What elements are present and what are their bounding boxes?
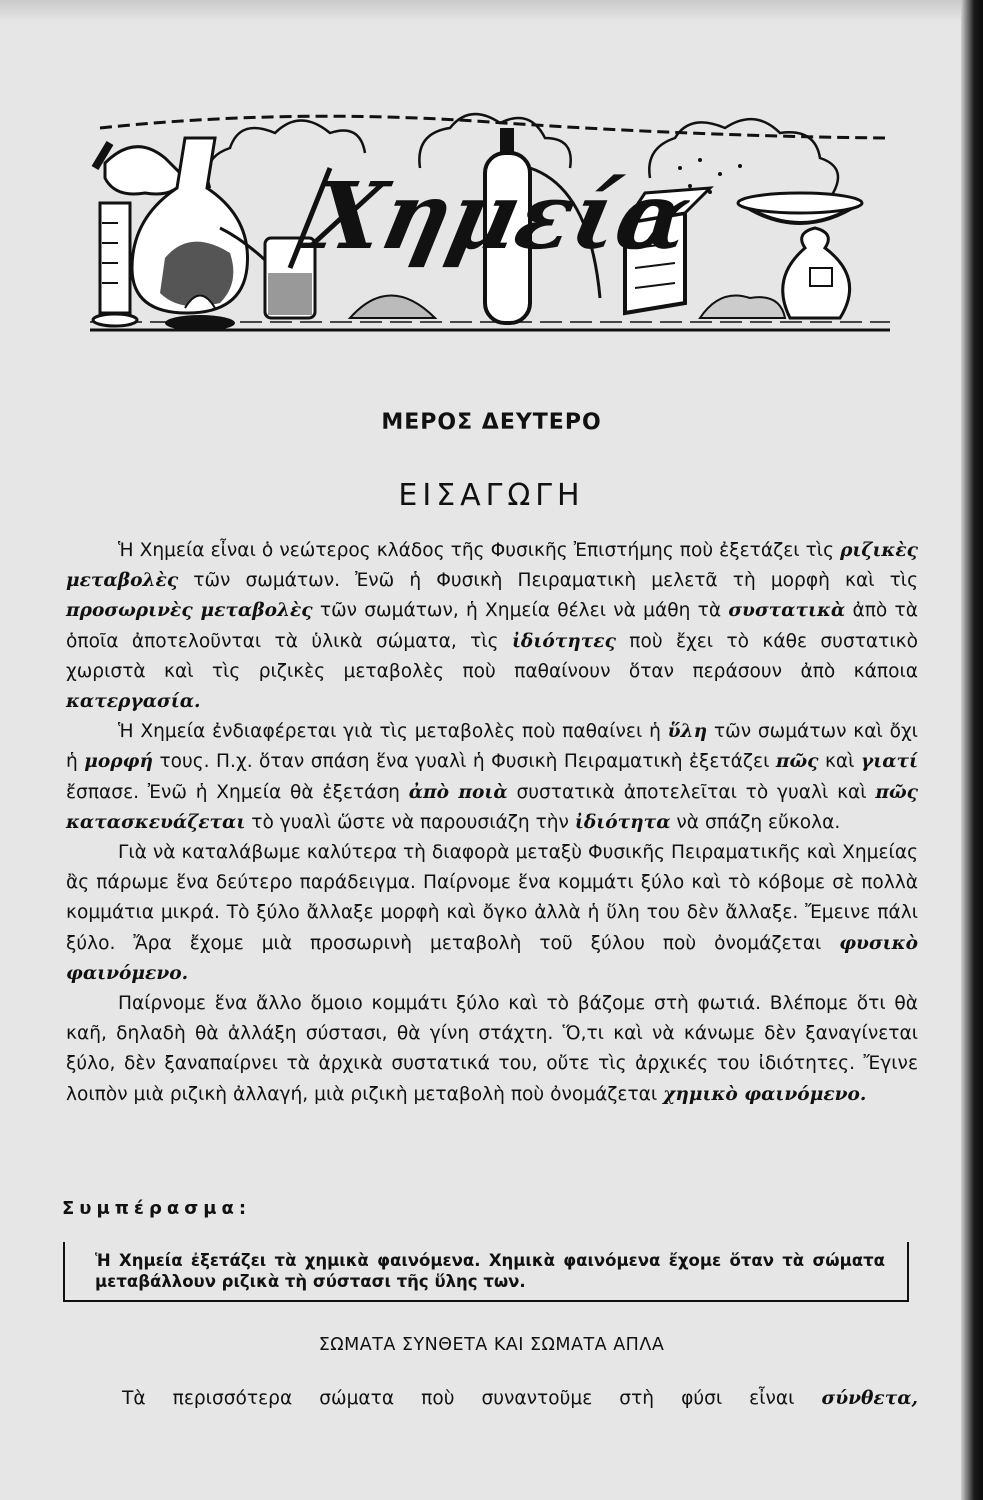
- paragraph-text: τὸ γυαλὶ ὥστε νὰ παρουσιάζη τὴν: [245, 811, 575, 833]
- paragraph-4: [66, 989, 918, 1110]
- emphasis: ριζικὲς μεταβολὲς: [66, 540, 918, 592]
- emphasis: ἰδιότητες: [511, 630, 616, 652]
- paragraph-text: Τὰ περισσότερα σώματα ποὺ συναντοῦμε στὴ φύσι εἶναι: [122, 1388, 822, 1409]
- paragraph-text: ποὺ ἔχει τὸ κάθε συστατικὸ χωριστὰ καὶ τὶς ριζικὲς μεταβολὲς ποὺ παθαίνουν ὅταν περάσουν ἀπὸ κάποια: [66, 630, 918, 682]
- emphasis: ἀπὸ ποιὰ: [408, 781, 508, 803]
- emphasis: πῶς: [775, 751, 819, 773]
- paragraph-text: συστατικὰ ἀποτελεῖται τὸ γυαλὶ καὶ: [507, 781, 876, 803]
- body-text: [66, 536, 918, 1110]
- emphasis: φυσικὸ φαινόμενο.: [66, 932, 918, 984]
- paragraph-text: ἀπὸ τὰ ὁποῖα ἀποτελοῦνται τὰ ὑλικὰ σώματα, τὶς: [66, 600, 918, 652]
- scan-edge: [961, 0, 983, 1500]
- emphasis: ὕλη: [667, 721, 708, 743]
- last-line: [122, 1388, 918, 1409]
- section-heading: ΜΕΡΟΣ ΔΕΥΤΕΡΟ: [381, 410, 602, 435]
- scan-top-shadow: [0, 0, 961, 22]
- paragraph-text: Ἡ Χημεία εἶναι ὁ νεώτερος κλάδος τῆς Φυσικῆς Ἐπιστήμης ποὺ ἐξετάζει τὶς: [118, 540, 841, 561]
- paragraph-text: καὶ: [818, 751, 861, 773]
- emphasis: μορφή: [84, 751, 153, 773]
- chapter-title: ΕΙΣΑΓΩΓΗ: [398, 478, 585, 513]
- emphasis: συστατικὰ: [728, 600, 846, 622]
- emphasis: γιατί: [860, 751, 919, 773]
- banner-illustration: [90, 108, 890, 343]
- emphasis: σύνθετα,: [821, 1388, 918, 1409]
- paragraph-text: Γιὰ νὰ καταλάβωμε καλύτερα τὴ διαφορὰ μεταξὺ Φυσικῆς Πειραματικῆς καὶ Χημείας ἂς πάρωμε ἕνα δεύτερο παράδειγμα. Παίρνομε ἕνα κομμάτι ξύλο καὶ τὸ κόβομε σὲ πολλὰ κομμάτια μικρά. Τὸ ξύλο ἄλλαξε μορφὴ καὶ ὄγκο ἀλλὰ ἡ ὕλη του δὲν ἄλλαξε. Ἔμεινε πάλι ξύλο. Ἄρα ἔχομε μιὰ προσωρινὴ μεταβολὴ τοῦ ξύλου ποὺ ὀνομάζεται: [66, 842, 918, 954]
- paragraph-text: τῶν σωμάτων, ἡ Χημεία θέλει νὰ μάθη τὰ: [312, 600, 729, 622]
- paragraph-1: [66, 536, 918, 717]
- emphasis: πῶς κατασκευάζεται: [66, 781, 918, 833]
- paragraph-3: [66, 838, 918, 989]
- emphasis: κατεργασία.: [66, 691, 201, 713]
- banner-title: Χημεία: [300, 161, 701, 270]
- subheading: ΣΩΜΑΤΑ ΣΥΝΘΕΤΑ ΚΑΙ ΣΩΜΑΤΑ ΑΠΛΑ: [318, 1335, 665, 1355]
- conclusion-label: Συμπέρασμα:: [62, 1198, 252, 1219]
- conclusion-text: Ἡ Χημεία ἐξετάζει τὰ χημικὰ φαινόμενα. Χημικὰ φαινόμενα ἔχομε ὅταν τὰ σώματα μεταβάλλουν ριζικὰ τὴ σύστασι τῆς ὕλης των.: [95, 1251, 885, 1291]
- conclusion-box: [63, 1242, 909, 1302]
- paragraph-text: ἔσπασε. Ἐνῶ ἡ Χημεία θὰ ἐξετάση: [66, 781, 409, 803]
- paragraph-text: Ἡ Χημεία ἐνδιαφέρεται γιὰ τὶς μεταβολὲς ποὺ παθαίνει ἡ: [118, 721, 668, 743]
- paragraph-text: νὰ σπάζη εὔκολα.: [670, 811, 841, 833]
- paragraph-text: τους. Π.χ. ὅταν σπάση ἕνα γυαλὶ ἡ Φυσικὴ Πειραματικὴ ἐξετάζει: [152, 751, 776, 773]
- chemistry-banner: [90, 108, 890, 343]
- emphasis: προσωρινὲς μεταβολὲς: [66, 600, 313, 622]
- paragraph-text: τῶν σωμάτων. Ἐνῶ ἡ Φυσικὴ Πειραματικὴ μελετᾶ τὴ μορφὴ καὶ τὶς: [178, 570, 918, 592]
- emphasis: ἰδιότητα: [574, 811, 671, 833]
- paragraph-2: [66, 717, 918, 838]
- emphasis: χημικὸ φαινόμενο.: [663, 1083, 867, 1105]
- paragraph-text: Παίρνομε ἕνα ἄλλο ὅμοιο κομμάτι ξύλο καὶ τὸ βάζομε στὴ φωτιά. Βλέπομε ὅτι θὰ καῆ, δηλαδὴ θὰ ἀλλάξη σύστασι, θὰ γίνη στάχτη. Ὅ,τι καὶ νὰ κάνωμε δὲν ξαναγίνεται ξύλο, δὲν ξαναπαίρνει τὰ ἀρχικὰ συστατικά του, οὔτε τὶς ἀρχικές του ἰδιότητες. Ἔγινε λοιπὸν μιὰ ριζικὴ ἀλλαγή, μιὰ ριζικὴ μεταβολὴ ποὺ ὀνομάζεται: [66, 993, 918, 1105]
- paragraph-text: τῶν σωμάτων καὶ ὄχι ἡ: [66, 721, 918, 773]
